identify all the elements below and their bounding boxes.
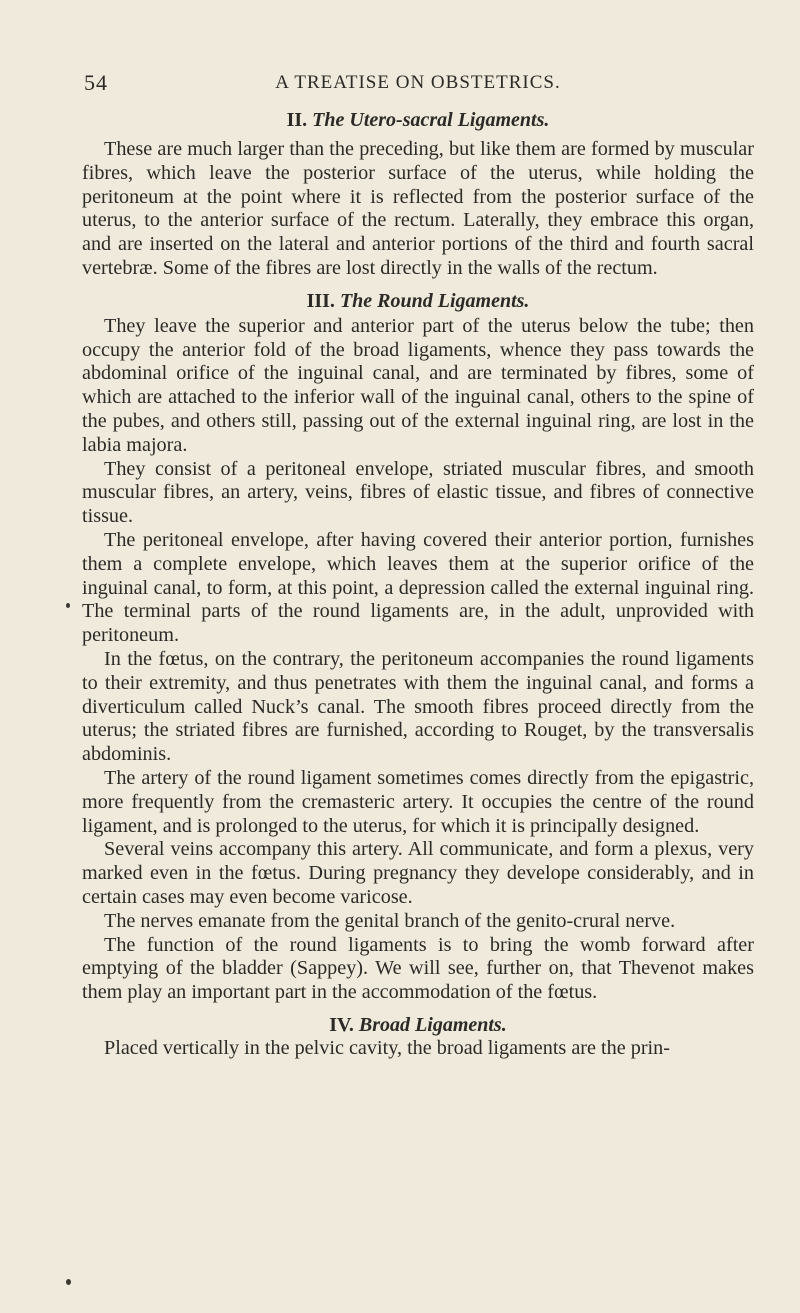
body-text (82, 108, 754, 1061)
section-numeral: III. (306, 289, 335, 312)
running-head (84, 70, 752, 100)
section-title: Broad Ligaments. (358, 1013, 507, 1036)
running-title: A TREATISE ON OBSTETRICS. (275, 72, 561, 93)
paragraph: They leave the superior and anterior part of the uterus below the tube; then occupy the anterior fold of the broad ligaments, whence they pass towards the abdominal orifice of the inguinal canal, and are terminated by fibres, some of which are attached to the inferior wall of the inguinal canal, others to the spine of the pubes, and others still, passing out of the external inguinal ring, are lost in the labia majora. (82, 314, 754, 456)
paragraph: The artery of the round ligament sometimes comes directly from the epigastric, more frequently from the cremasteric artery. It occupies the centre of the round ligament, and is prolonged to the uterus, for which it is principally designed. (82, 766, 754, 837)
paragraph: These are much larger than the preceding, but like them are formed by muscular fibres, which leave the posterior surface of the uterus, while holding the peritoneum at the point where it is reflected from the posterior surface of the uterus, to the anterior surface of the rectum. Laterally, they embrace this organ, and are inserted on the lateral and anterior portions of the third and fourth sacral vertebræ. Some of the fibres are lost directly in the walls of the rectum. (82, 138, 754, 279)
section-heading-round-ligaments (82, 289, 754, 313)
margin-speck (66, 603, 70, 608)
paragraph: In the fœtus, on the contrary, the peritoneum accompanies the round ligaments to their extremity, and thus penetrates with them the inguinal canal, and forms a diverticulum called Nuck’s canal. The smooth fibres proceed directly from the uterus; the striated fibres are furnished, according to Rouget, by the transversalis abdominis. (82, 647, 754, 766)
margin-speck (66, 1279, 71, 1285)
paragraph: The function of the round ligaments is to bring the womb forward after emptying of the bladder (Sappey). We will see, further on, that Thevenot makes them play an important part in the accommodation of the fœtus. (82, 933, 754, 1004)
paragraph: The peritoneal envelope, after having covered their anterior portion, furnishes them a complete envelope, which leaves them at the superior orifice of the inguinal canal, to form, at this point, a depression called the external inguinal ring. The terminal parts of the round ligaments are, in the adult, unprovided with peritoneum. (82, 528, 754, 647)
page-number: 54 (84, 70, 108, 95)
paragraph: Placed vertically in the pelvic cavity, the broad ligaments are the prin- (104, 1036, 670, 1059)
section-title: The Round Ligaments. (339, 289, 530, 312)
section-numeral: IV. (329, 1013, 354, 1036)
section-heading-utero-sacral (82, 108, 754, 132)
section-heading-broad-ligaments (82, 1013, 754, 1037)
section-title: The Utero-sacral Ligaments. (312, 109, 550, 131)
paragraph: Several veins accompany this artery. All communicate, and form a plexus, very marked even in the fœtus. During pregnancy they develope considerably, and in certain cases may even become varicose. (82, 838, 754, 908)
paragraph: The nerves emanate from the genital branch of the genito-crural nerve. (104, 909, 676, 932)
section-numeral: II. (286, 109, 308, 131)
paragraph: They consist of a peritoneal envelope, striated muscular fibres, and smooth muscular fibres, an artery, veins, fibres of elastic tissue, and fibres of connective tissue. (82, 457, 754, 528)
